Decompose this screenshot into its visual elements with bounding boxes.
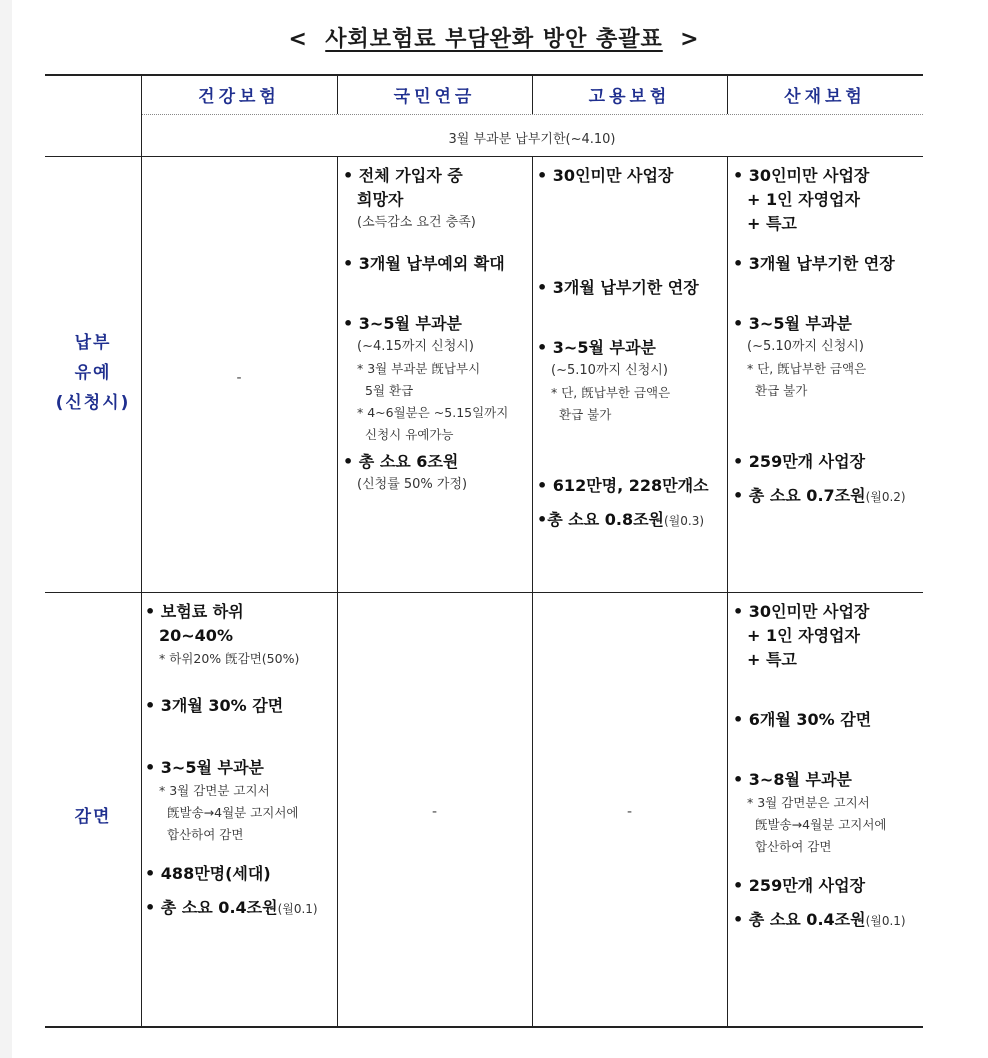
pension-note: 신청시 유예가능 [365,427,454,442]
table-top-border [45,74,923,76]
header-pension: 국민연금 [393,87,476,107]
pension-target-note: (소득감소 요건 충족) [357,215,476,230]
industrial-r-measure: • 6개월 30% 감면 [733,710,872,729]
pension-note: * 4~6월분은 ~5.15일까지 [357,405,509,420]
row-label-deferral [45,328,141,418]
industrial-total-unit: (월0.2) [865,490,906,504]
deferral-pension-cell [343,164,529,496]
row-divider [45,592,923,593]
employment-target: • 30인미만 사업장 [537,166,674,185]
industrial-r-total-unit: (월0.1) [865,914,906,928]
employment-total [537,508,725,533]
industrial-total [733,484,921,509]
col-divider-3 [532,156,533,1028]
health-measure: • 3개월 30% 감면 [145,696,284,715]
reduction-employment-cell: - [626,804,633,820]
health-total-unit: (월0.1) [277,902,318,916]
row-label-reduction [45,802,141,832]
health-note: 旣발송→4월분 고지서에 [167,805,299,820]
health-target-note: * 하위20% 旣감면(50%) [159,651,300,666]
deadline-row: 3월 부과분 납부기한(~4.10) [448,132,616,147]
pension-period: • 3~5월 부과분 [343,314,462,333]
page-title [0,22,988,53]
industrial-r-target: + 특고 [747,650,797,669]
industrial-scale: • 259만개 사업장 [733,452,866,471]
industrial-r-target: + 1인 자영업자 [747,626,860,645]
deferral-health-cell: - [236,370,242,386]
employment-scale: • 612만명, 228만개소 [537,476,709,495]
summary-table [45,74,923,1030]
row-label-line: 감면 [74,807,112,827]
health-total-text: • 총 소요 0.4조원 [145,898,278,917]
pension-target: • 전체 가입자 중 [343,166,463,185]
health-note: 합산하여 감면 [167,827,244,842]
employment-measure: • 3개월 납부기한 연장 [537,278,699,297]
health-target: • 보험료 하위 [145,602,244,621]
health-period: • 3~5월 부과분 [145,758,264,777]
industrial-period-note: (~5.10까지 신청시) [747,339,864,354]
deadline-divider [45,156,923,157]
header-employment: 고용보험 [588,87,671,107]
pension-period-note: (~4.15까지 신청시) [357,339,474,354]
employment-note: * 단, 旣납부한 금액은 [551,385,671,400]
health-note: * 3월 감면분 고지서 [159,783,270,798]
pension-target: 희망자 [357,190,404,209]
industrial-r-note: 합산하여 감면 [755,839,832,854]
industrial-total-text: • 총 소요 0.7조원 [733,486,866,505]
deferral-industrial-cell [733,164,921,509]
table-bottom-border [45,1026,923,1028]
health-target: 20~40% [159,626,233,645]
title-prefix: < [288,27,308,52]
col-divider-1 [141,74,142,1028]
industrial-r-scale: • 259만개 사업장 [733,876,866,895]
pension-total-note: (신청률 50% 가정) [357,477,468,492]
deferral-employment-cell [537,164,725,533]
row-label-line: 유예 [74,363,112,383]
left-margin-strip [0,0,12,1058]
reduction-pension-cell: - [431,804,438,820]
industrial-r-note: 旣발송→4월분 고지서에 [755,817,887,832]
pension-note: * 3월 부과분 旣납부시 [357,361,481,376]
header-health: 건강보험 [198,87,280,107]
health-scale: • 488만명(세대) [145,864,271,883]
header-industrial: 산재보험 [784,87,866,107]
employment-period: • 3~5월 부과분 [537,338,656,357]
industrial-measure: • 3개월 납부기한 연장 [733,254,895,273]
col-divider-2 [337,156,338,1028]
header-divider [141,114,923,115]
industrial-r-total [733,908,921,933]
pension-note: 5월 환급 [365,383,414,398]
title-text: 사회보험료 부담완화 방안 총괄표 [325,27,663,52]
industrial-period: • 3~5월 부과분 [733,314,852,333]
row-label-line: 납부 [74,333,112,353]
industrial-r-period: • 3~8월 부과분 [733,770,852,789]
industrial-r-total-text: • 총 소요 0.4조원 [733,910,866,929]
col-divider-4 [727,156,728,1028]
reduction-industrial-cell [733,600,921,933]
industrial-target: + 특고 [747,214,797,233]
industrial-note: 환급 불가 [755,383,808,398]
industrial-target: + 1인 자영업자 [747,190,860,209]
pension-measure: • 3개월 납부예외 확대 [343,254,505,273]
row-label-line: (신청시) [55,393,131,413]
reduction-health-cell [145,600,335,921]
industrial-r-target: • 30인미만 사업장 [733,602,870,621]
employment-note: 환급 불가 [559,407,612,422]
industrial-r-note: * 3월 감면분은 고지서 [747,795,870,810]
industrial-note: * 단, 旣납부한 금액은 [747,361,867,376]
industrial-target: • 30인미만 사업장 [733,166,870,185]
health-total [145,896,335,921]
title-suffix: > [680,27,700,52]
employment-period-note: (~5.10까지 신청시) [551,363,668,378]
pension-total: • 총 소요 6조원 [343,452,459,471]
employment-total-unit: (월0.3) [664,514,705,528]
employment-total-text: •총 소요 0.8조원 [537,510,664,529]
